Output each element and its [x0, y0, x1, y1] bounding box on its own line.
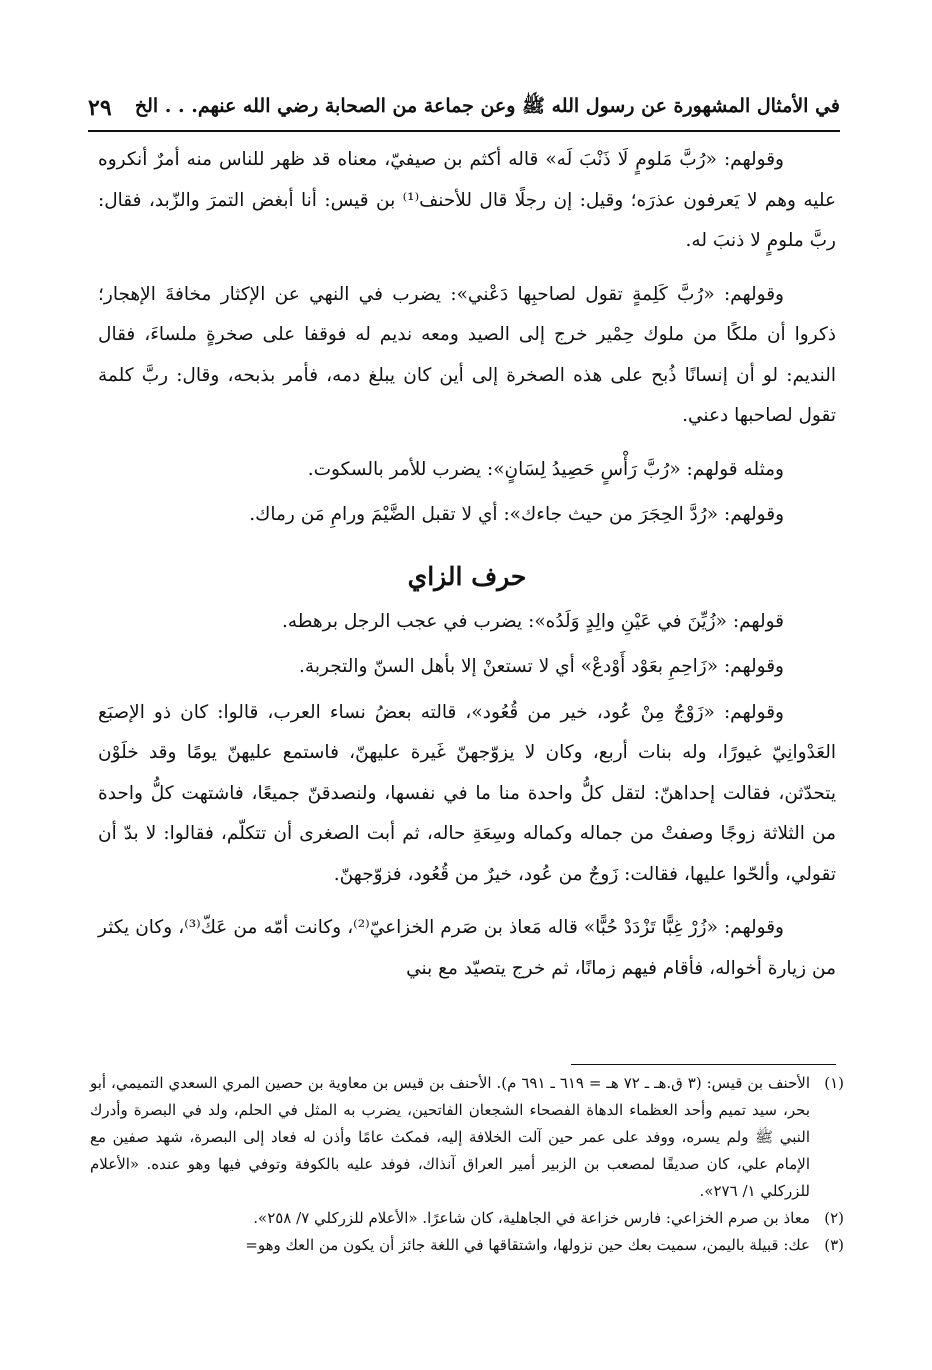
- footnote-mark: (٢): [824, 1209, 844, 1227]
- footnote: [90, 1205, 844, 1232]
- footnote-separator: [571, 1064, 836, 1065]
- footnote-mark: (١): [824, 1074, 844, 1092]
- section-title: حرف الزاي: [407, 561, 527, 591]
- running-header: [88, 86, 840, 132]
- footnote: [90, 1070, 844, 1205]
- footnotes: [90, 1070, 844, 1259]
- footnote-mark: (٣): [824, 1236, 844, 1254]
- paragraph: وقولهم: «رُبَّ كَلِمةٍ تقول لصاحبِها دَعْني»: يضرب في النهي عن الإكثار مخافةَ الإهجار؛ ذكروا أن ملكًا من ملوك حِمْير خرج إلى الصيد ومعه نديم له فوقفا على صخرةٍ ملساءَ، فقال النديم: لو أن إنسانًا ذُبح على هذه الصخرة إلى أين كان يبلغ دمه، فأمر بذبحه، وقال: ربَّ كلمة تقول لصاحبها دعني.: [98, 283, 836, 426]
- paragraph: قولهم: «زُيِّنَ في عَيْنِ والِدٍ وَلَدُه»: يضرب في عجب الرجل برهطه.: [281, 610, 784, 632]
- paragraph: وقولهم: «رُبَّ مَلومٍ لَا ذَنْبَ لَه» قاله أكثم بن صيفيّ، معناه قد ظهر للناس منه أمرٌ أنكروه عليه وهم لا يَعرفون عذرَه؛ وقيل: إن رجلًا قال للأحنف⁽¹⁾ بن قيس: أنا أبغض التمرَ والزّبد، فقال: ربَّ ملومٍ لا ذنبَ له.: [98, 149, 837, 251]
- header-title: في الأمثال المشهورة عن رسول الله ﷺ وعن جماعة من الصحابة رضي الله عنهم. . . الخ: [134, 95, 840, 117]
- footnote-text: عك: قبيلة باليمن، سميت بعك حين نزولها، واشتقاقها في اللغة جائز أن يكون من العك وهو=: [245, 1236, 810, 1254]
- paragraph: وقولهم: «زُرْ غِبًّا تَزْدَدْ حُبًّا» قاله مَعاذ بن صَرم الخزاعيّ⁽²⁾، وكانت أمّه من عَكّ⁽³⁾، وكان يكثر من زيارة أخواله، فأقام فيهم زمانًا، ثم خرج يتصيّد مع بني: [98, 917, 836, 979]
- paragraph: ومثله قولهم: «رُبَّ رَأْسٍ حَصِيدُ لِسَانٍ»: يضرب للأمر بالسكوت.: [307, 458, 784, 480]
- footnote-text: الأحنف بن قيس: (٣ ق.هـ ـ ٧٢ هـ = ٦١٩ ـ ٦٩١ م). الأحنف بن قيس بن معاوية بن حصين المري السعدي التميمي، أبو بحر، سيد تميم وأحد العظماء الدهاة الفصحاء الشجعان الفاتحين، يضرب به المثل في الحلم، ولد في البصرة وأدرك النبي ﷺ ولم يسره، ووفد على عمر حين آلت الخلافة إليه، فمكث عامًا وأذن له فعاد إلى البصرة، شهد صفين مع الإمام علي، كان صديقًا لمصعب بن الزبير أمير العراق آنذاك، فوفد عليه بالكوفة وتوفي فيها وهو عنده. «الأعلام للزركلي ١/ ٢٧٦».: [90, 1074, 811, 1200]
- paragraph: وقولهم: «زَوْجٌ مِنْ عُود، خير من قُعُود»، قالته بعضُ نساء العرب، قالوا: كان ذو الإصبَع العَدْوانِيّ غيورًا، وله بنات أربع، وكان لا يزوّجهنّ غَيرة عليهنّ، فاستمع عليهنّ يومًا وقد خلَوْن يتحدّثن، فقالت إحداهنّ: لتقل كلُّ واحدة منا ما في نفسها، ولنصدقنّ جميعًا، فاشتهت كلُّ واحدة من الثلاثة زوجًا وصفتْ من جماله وكماله وسِعَةِ حاله، ثم أبت الصغرى أن تتكلّم، فقالوا: لا بدّ أن تقولي، وألحّوا عليها، فقالت: زَوجٌ من عُود، خيرٌ من قُعُود، فزوّجهنّ.: [98, 701, 836, 885]
- paragraph: وقولهم: «زَاحِمِ بعَوْد أَوْدعْ» أي لا تستعنْ إلا بأهل السنّ والتجربة.: [299, 656, 784, 677]
- main-text: [98, 140, 836, 1002]
- footnote-text: معاذ بن صرم الخزاعي: فارس خزاعة في الجاهلية، كان شاعرًا. «الأعلام للزركلي ٧/ ٢٥٨».: [253, 1209, 810, 1227]
- paragraph: وقولهم: «رُدَّ الحِجَرَ من حيث جاءك»: أي لا تقبل الضَّيْمَ ورامِ مَن رماك.: [249, 504, 784, 525]
- page-number: ٢٩: [88, 95, 112, 121]
- footnote: [90, 1232, 844, 1259]
